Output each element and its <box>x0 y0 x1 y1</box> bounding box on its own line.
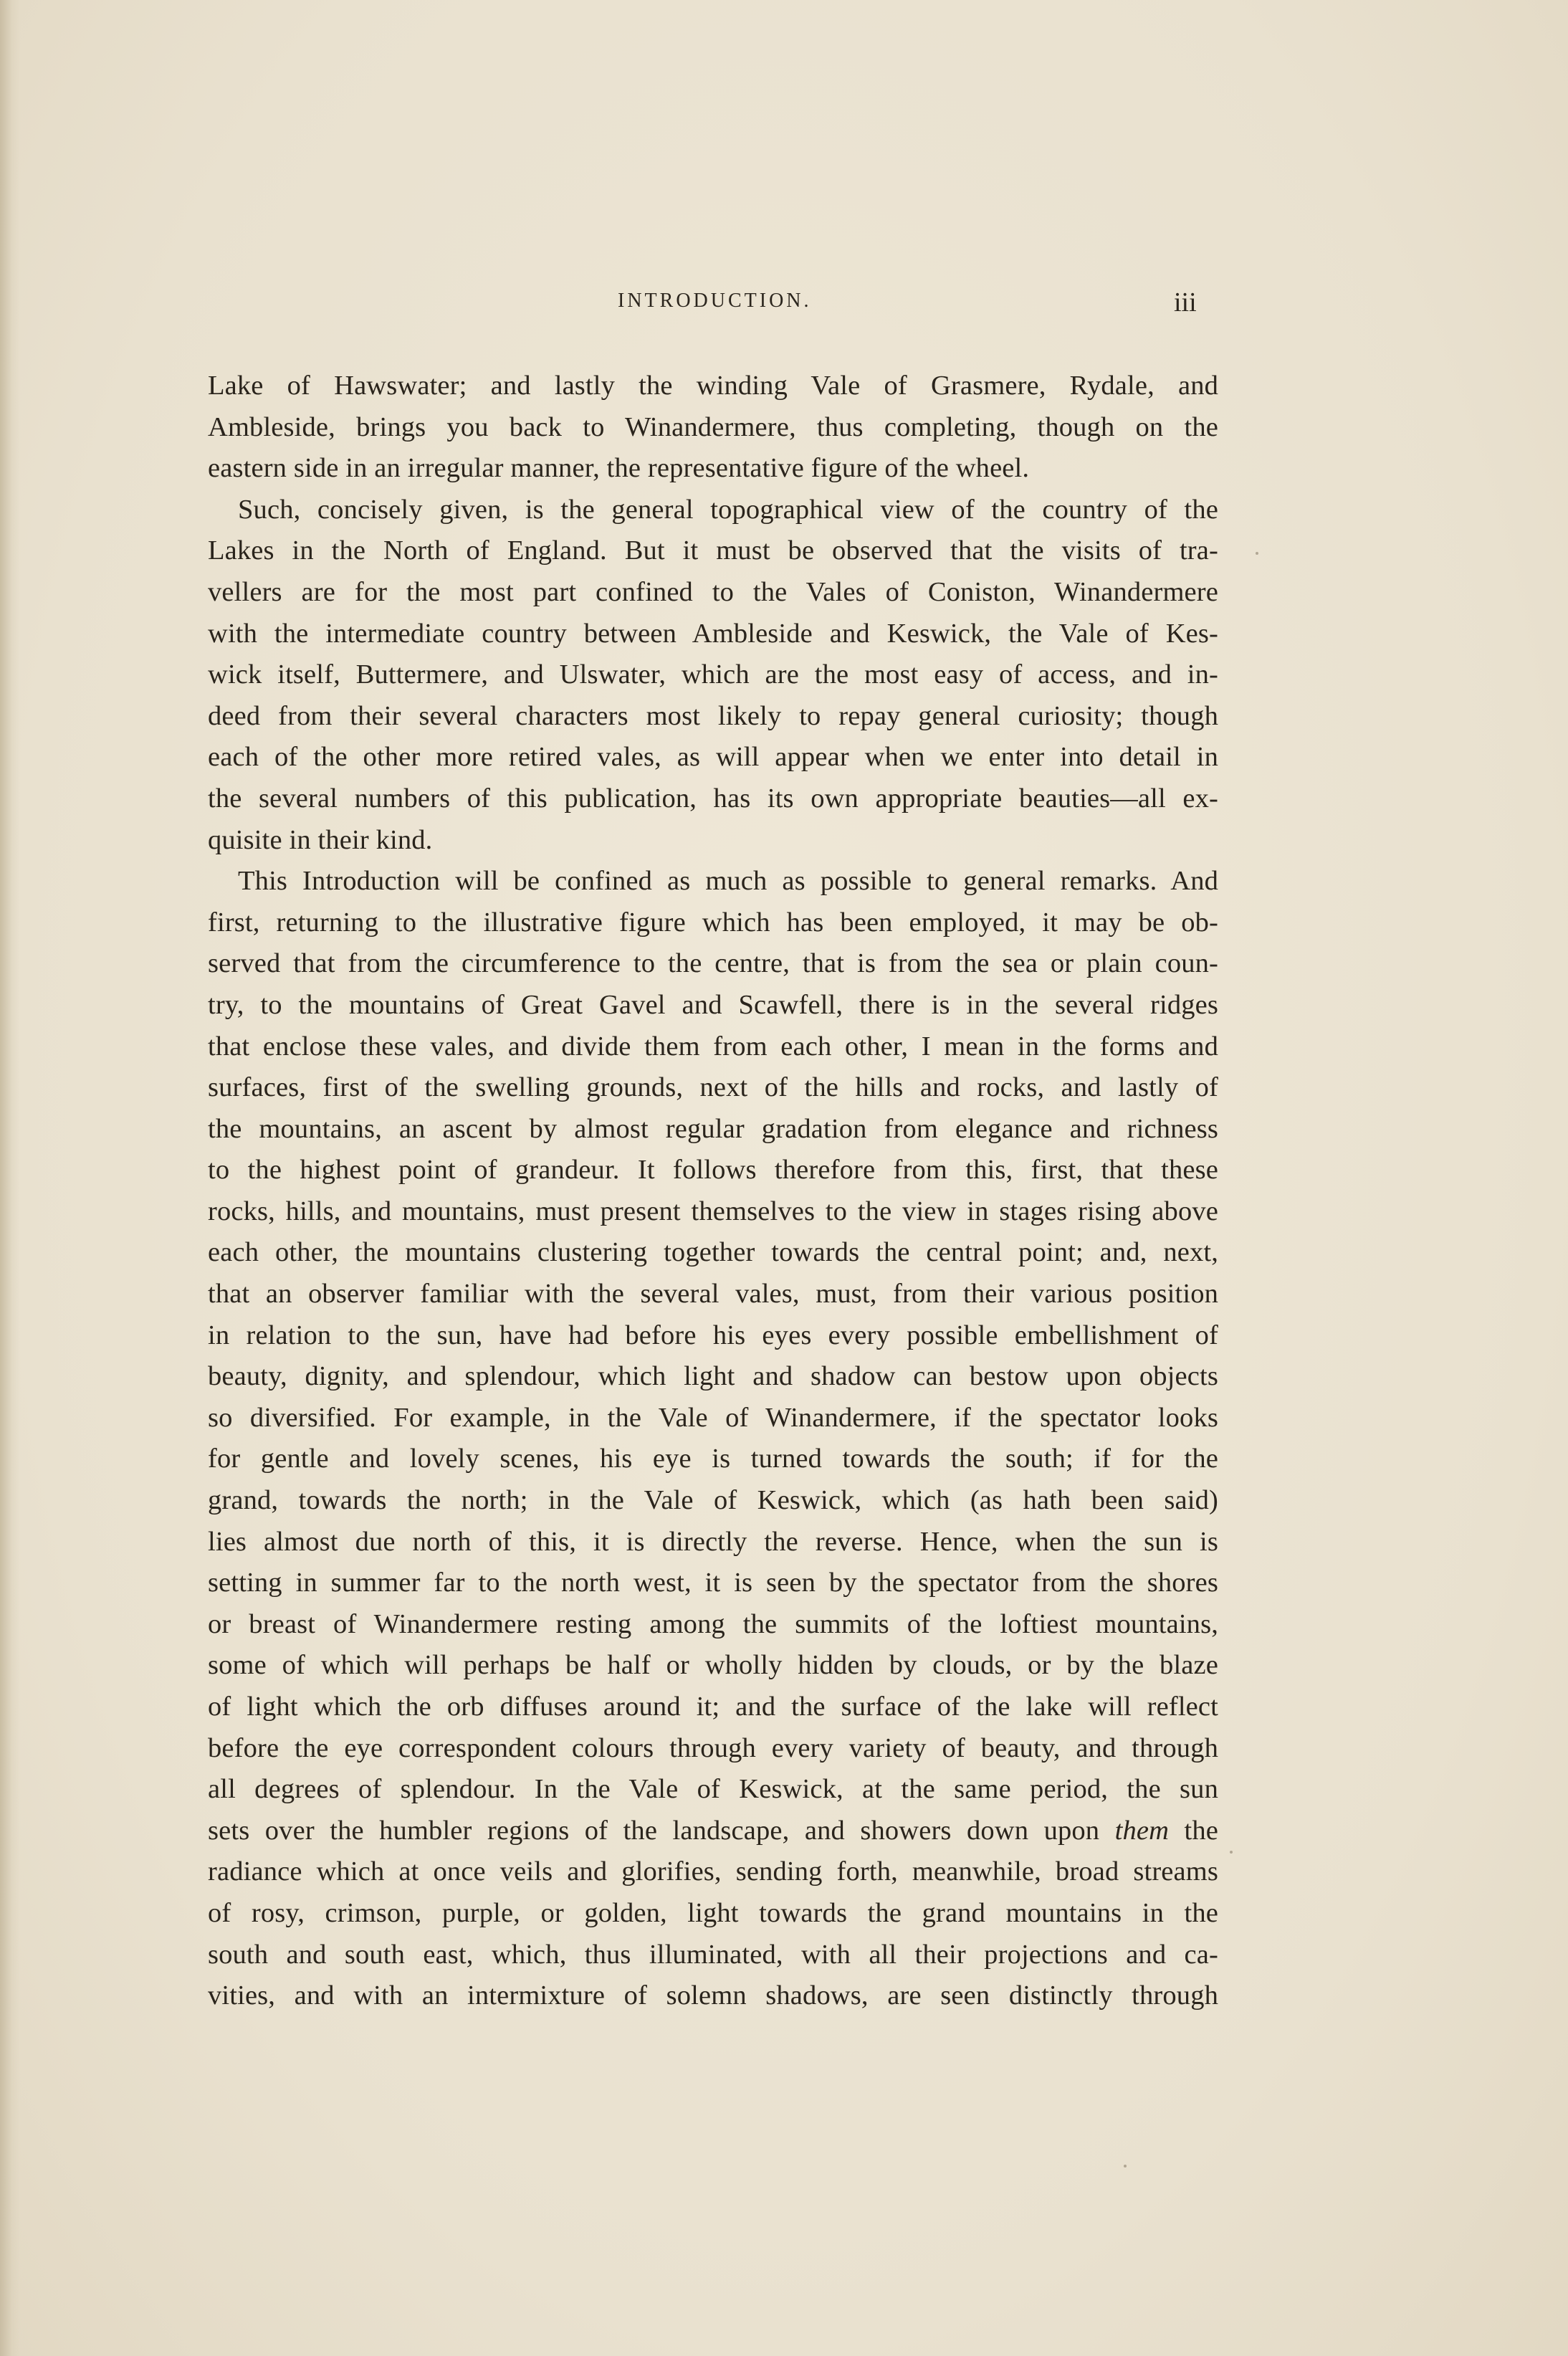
paper-speck <box>1230 1851 1233 1854</box>
text-line: quisite in their kind. <box>208 824 433 855</box>
text-line: Such, concisely given, is the general topographical view of the country of the <box>238 494 1218 525</box>
text-line: rocks, hills, and mountains, must present themselves to the view in stages rising above <box>208 1196 1218 1226</box>
text-line: south and south east, which, thus illuminated, with all their projections and ca- <box>208 1939 1218 1970</box>
text-line: Ambleside, brings you back to Winandermere, thus completing, though on the <box>208 411 1218 442</box>
body-text <box>208 366 1218 2017</box>
text-line: This Introduction will be confined as much as possible to general remarks. And <box>238 866 1218 897</box>
text-line: all degrees of splendour. In the Vale of Keswick, at the same period, the sun <box>208 1774 1218 1805</box>
text-line: wick itself, Buttermere, and Ulswater, which are the most easy of access, and in- <box>208 659 1218 690</box>
text-line: grand, towards the north; in the Vale of Keswick, which (as hath been said) <box>208 1485 1218 1516</box>
text-line: setting in summer far to the north west, it is seen by the spectator from the shores <box>208 1568 1218 1598</box>
text-line: the mountains, an ascent by almost regular gradation from elegance and richness <box>208 1113 1218 1144</box>
text-line: deed from their several characters most likely to repay general curiosity; though <box>208 700 1218 731</box>
text-line: vellers are for the most part confined to the Vales of Coniston, Winandermere <box>208 576 1218 607</box>
text-line: beauty, dignity, and splendour, which light and shadow can bestow upon objects <box>208 1361 1218 1392</box>
text-line: radiance which at once veils and glorifies, sending forth, meanwhile, broad streams <box>208 1856 1218 1887</box>
emphasis-them: them <box>1114 1815 1170 1846</box>
text-line: of light which the orb diffuses around it; and the surface of the lake will reflect <box>208 1692 1218 1722</box>
text-line: surfaces, first of the swelling grounds, next of the hills and rocks, and lastly of <box>208 1072 1218 1103</box>
text-line: some of which will perhaps be half or wholly hidden by clouds, or by the blaze <box>208 1650 1218 1681</box>
text-line: before the eye correspondent colours through every variety of beauty, and through <box>208 1732 1218 1763</box>
text-line: or breast of Winandermere resting among the summits of the loftiest mountains, <box>208 1608 1218 1639</box>
text-line: lies almost due north of this, it is directly the reverse. Hence, when the sun is <box>208 1526 1218 1557</box>
running-title: INTRODUCTION. <box>618 290 812 312</box>
paper-speck <box>1124 2165 1127 2167</box>
text-line: the several numbers of this publication, has its own appropriate beauties—all ex- <box>208 783 1218 814</box>
text-line: each other, the mountains clustering together towards the central point; and, next, <box>208 1237 1218 1268</box>
text-line: that an observer familiar with the several vales, must, from their various position <box>208 1279 1218 1310</box>
running-head <box>208 287 1218 325</box>
text-line: in relation to the sun, have had before his eyes every possible embellishment of <box>208 1320 1218 1350</box>
text-line: each of the other more retired vales, as will appear when we enter into detail in <box>208 742 1218 773</box>
gutter-shadow <box>0 0 20 2356</box>
text-line: served that from the circumference to the centre, that is from the sea or plain coun- <box>208 948 1218 979</box>
text-line: first, returning to the illustrative figure which has been employed, it may be ob- <box>208 907 1218 938</box>
paper-speck <box>1256 552 1258 555</box>
text-line: Lake of Hawswater; and lastly the winding Vale of Grasmere, Rydale, and <box>208 371 1218 401</box>
text-line: to the highest point of grandeur. It follows therefore from this, first, that these <box>208 1155 1218 1186</box>
page-number: iii <box>1174 287 1197 318</box>
text-line: so diversified. For example, in the Vale of Winandermere, if the spectator looks <box>208 1402 1218 1433</box>
text-line: try, to the mountains of Great Gavel and Scawfell, there is in the several ridges <box>208 989 1218 1020</box>
text-line: of rosy, crimson, purple, or golden, light towards the grand mountains in the <box>208 1897 1218 1928</box>
text-line: vities, and with an intermixture of solemn shadows, are seen distinctly through <box>208 1980 1218 2011</box>
text-line: for gentle and lovely scenes, his eye is turned towards the south; if for the <box>208 1444 1218 1474</box>
text-line: Lakes in the North of England. But it must be observed that the visits of tra- <box>208 535 1218 566</box>
text-line: that enclose these vales, and divide them from each other, I mean in the forms and <box>208 1031 1218 1062</box>
text-line: with the intermediate country between Ambleside and Keswick, the Vale of Kes- <box>208 618 1218 649</box>
text-line: sets over the humbler regions of the landscape, and showers down upon them the <box>208 1815 1219 1846</box>
text-line: eastern side in an irregular manner, the representative figure of the wheel. <box>208 453 1030 484</box>
